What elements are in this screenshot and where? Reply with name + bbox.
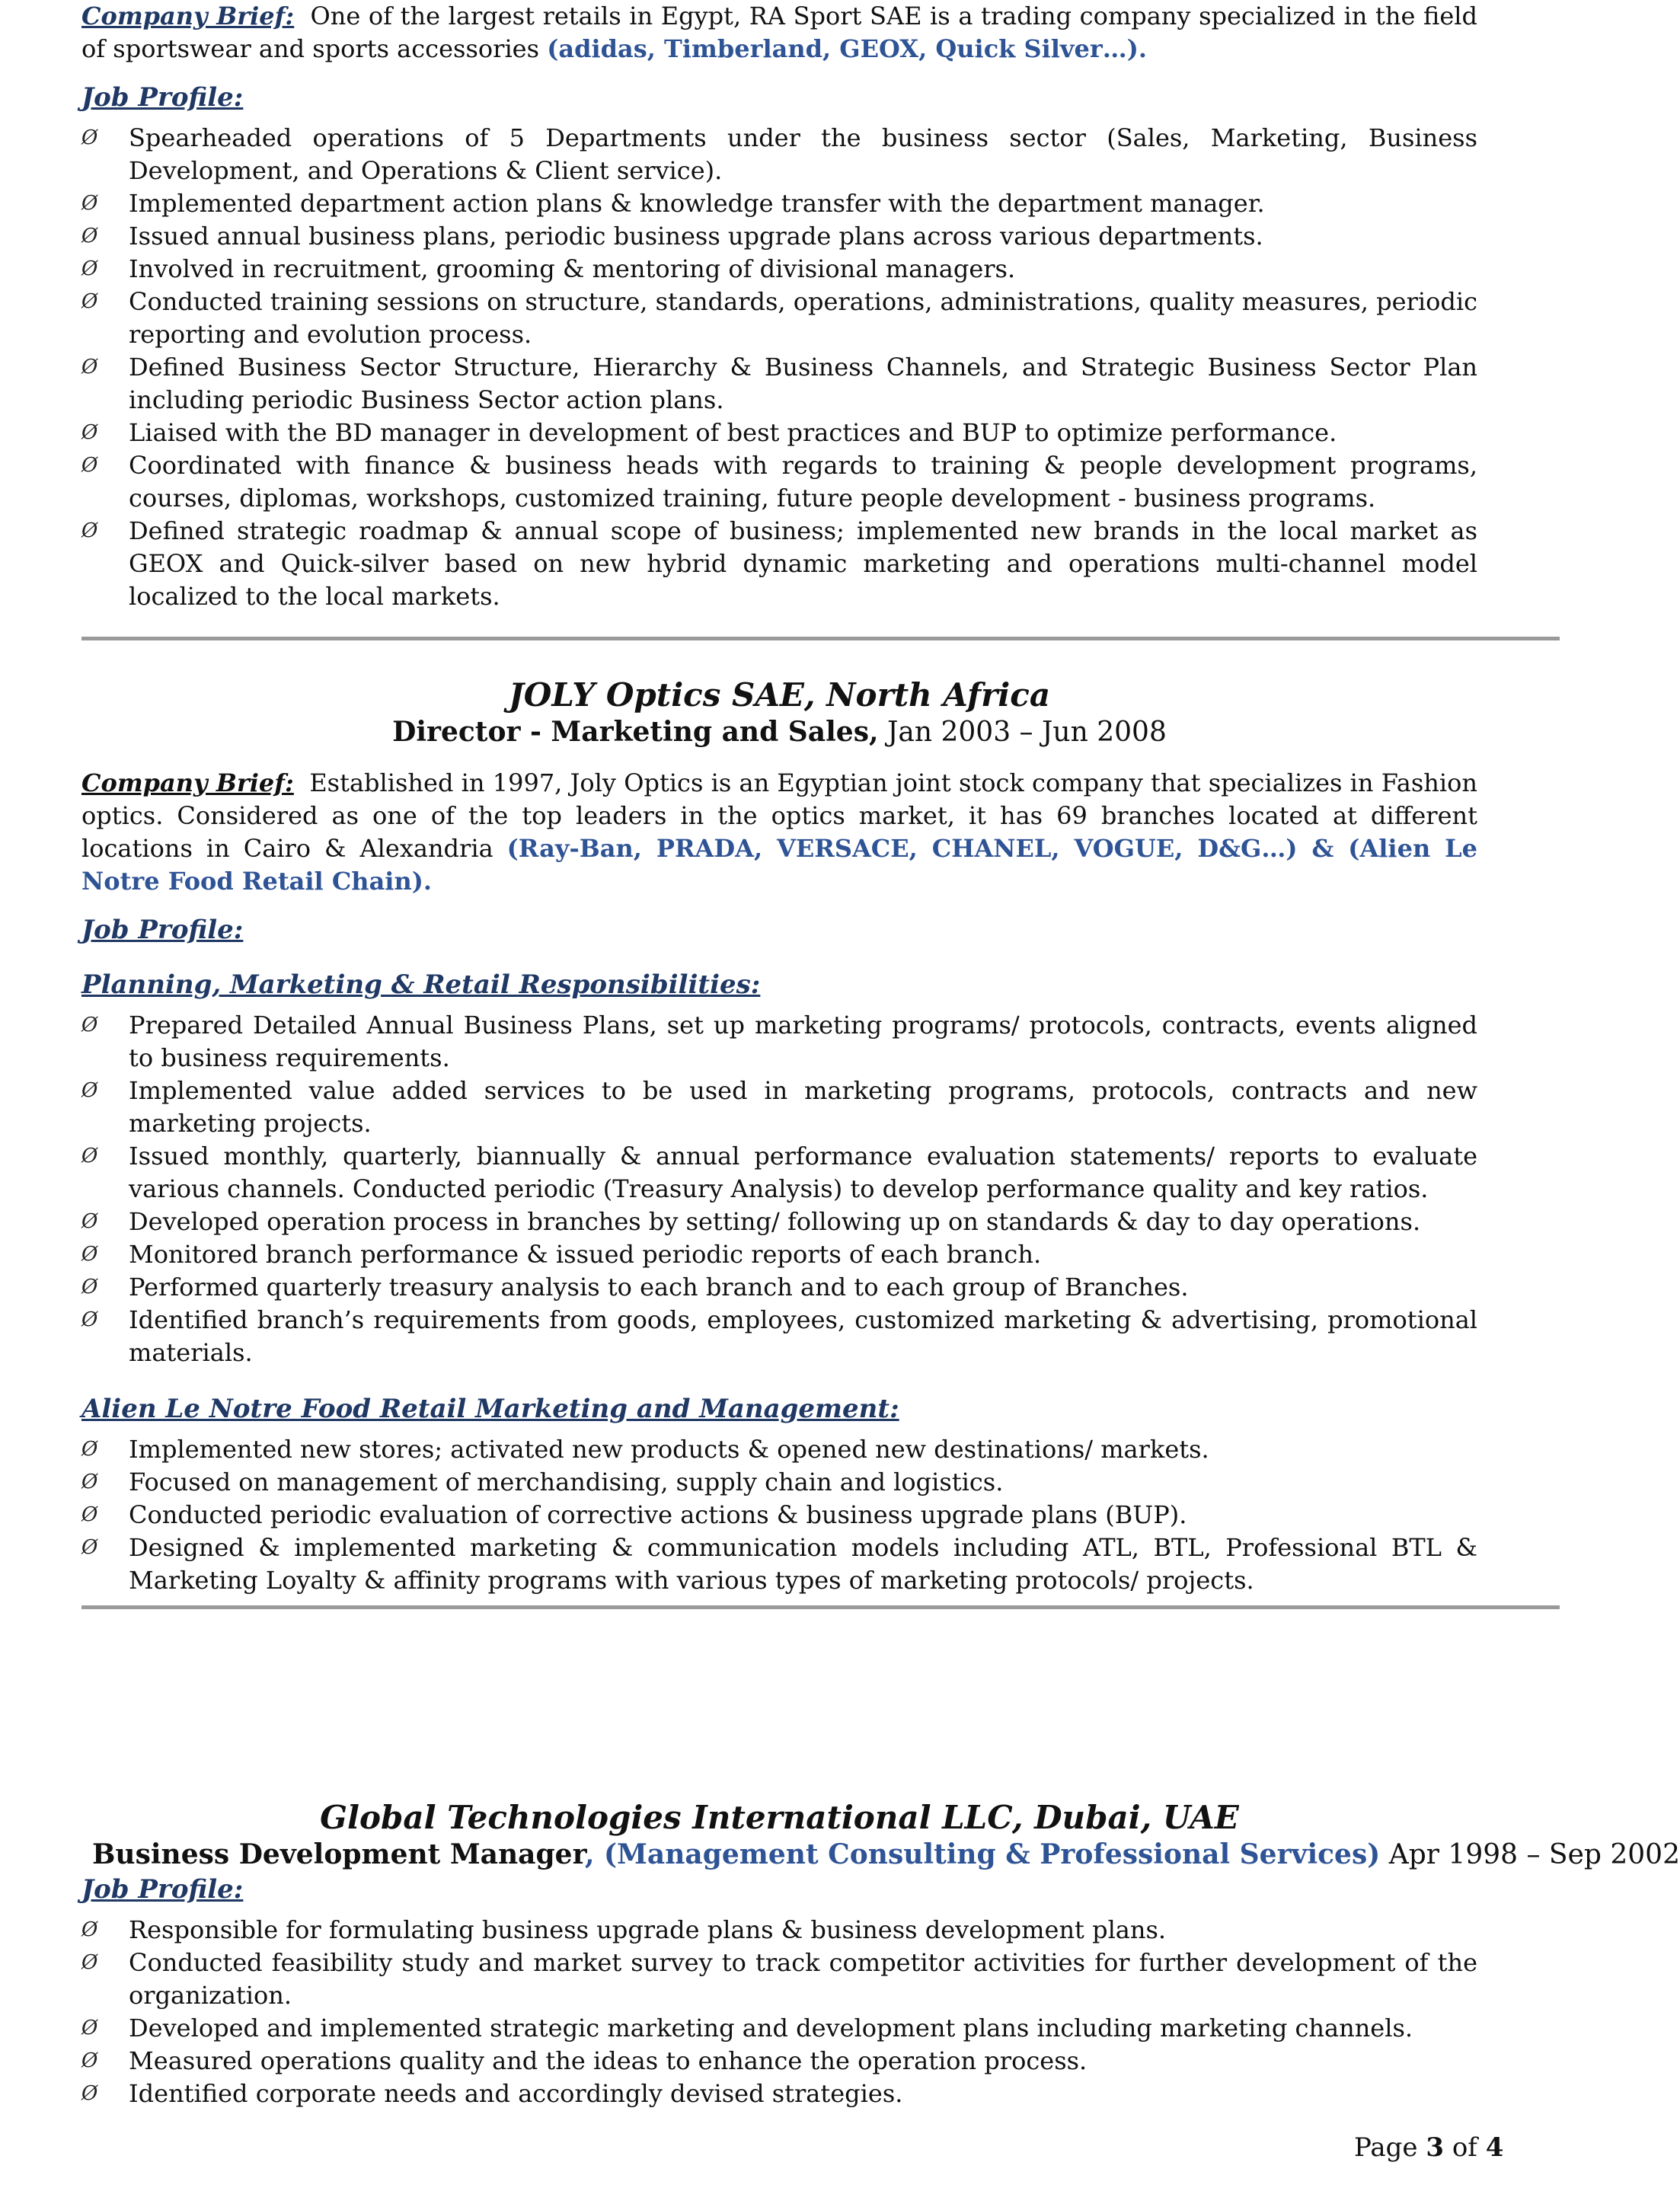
list-item — [81, 1947, 1477, 2012]
list-item — [81, 286, 1477, 351]
planning-list — [81, 1009, 1477, 1369]
list-item-text: Prepared Detailed Annual Business Plans, set up marketing programs/ protocols, contracts, events aligned to business requirements. — [129, 1011, 1477, 1072]
bullet-icon: Ø — [81, 192, 98, 215]
list-item-text: Implemented new stores; activated new products & opened new destinations/ markets. — [129, 1435, 1209, 1464]
page-total: 4 — [1485, 2132, 1504, 2163]
list-item-text: Conducted periodic evaluation of corrective actions & business upgrade plans (BUP). — [129, 1500, 1187, 1529]
role-sector: , (Management Consulting & Professional Services) — [584, 1838, 1381, 1870]
list-item-text: Defined Business Sector Structure, Hierarchy & Business Channels, and Strategic Business Sector Plan including periodic Business Sector action plans. — [129, 353, 1477, 414]
list-item-text: Developed operation process in branches by setting/ following up on standards & day to day operations. — [129, 1207, 1421, 1236]
list-item-text: Issued monthly, quarterly, biannually & annual performance evaluation statements/ reports to evaluate various channels. Conducted periodic (Treasury Analysis) to develop performance quality and key ratios. — [129, 1142, 1477, 1203]
list-item — [81, 1499, 1477, 1531]
alien-list — [81, 1433, 1477, 1597]
section-divider — [81, 1605, 1560, 1609]
list-item-text: Identified branch’s requirements from goods, employees, customized marketing & advertising, promotional materials. — [129, 1305, 1477, 1367]
list-item — [81, 1433, 1477, 1466]
list-item — [81, 1075, 1477, 1140]
list-item — [81, 1009, 1477, 1075]
role-dates: Jan 2003 – Jun 2008 — [886, 717, 1167, 748]
bullet-icon: Ø — [81, 1276, 98, 1298]
bullet-icon: Ø — [81, 519, 98, 542]
bullet-icon: Ø — [81, 356, 98, 378]
company-brief-brands: (Ray-Ban, PRADA, VERSACE, CHANEL, VOGUE, D&G…) & (Alien Le Notre Food Retail Chain). — [81, 834, 1478, 896]
list-item-text: Coordinated with finance & business heads with regards to training & people development programs, courses, diplomas, workshops, customized training, future people development - business programs. — [129, 451, 1477, 513]
list-item — [81, 253, 1477, 286]
bullet-icon: Ø — [81, 454, 98, 477]
bullet-icon: Ø — [81, 1503, 98, 1526]
bullet-icon: Ø — [81, 1079, 98, 1102]
list-item — [81, 1140, 1477, 1206]
page-current: 3 — [1426, 2132, 1444, 2163]
list-item — [81, 122, 1477, 187]
role-title: Director - Marketing and Sales, — [392, 716, 879, 748]
list-item-text: Focused on management of merchandising, supply chain and logistics. — [129, 1468, 1004, 1496]
list-item — [81, 417, 1477, 449]
bullet-icon: Ø — [81, 1014, 98, 1036]
bullet-icon: Ø — [81, 1438, 98, 1461]
company-brief-brands: (adidas, Timberland, GEOX, Quick Silver…). — [547, 34, 1147, 63]
company-brief — [81, 767, 1477, 898]
company-brief — [81, 0, 1477, 65]
list-item-text: Identified corporate needs and accordingly devised strategies. — [129, 2079, 903, 2108]
bullet-icon: Ø — [81, 1308, 98, 1331]
job-profile-label: Job Profile: — [81, 1874, 244, 1905]
bullet-icon: Ø — [81, 2082, 98, 2105]
list-item-text: Conducted feasibility study and market survey to track competitor activities for further development of the organization. — [129, 1948, 1477, 2010]
list-item — [81, 1271, 1477, 1304]
page-number — [1354, 2132, 1503, 2163]
list-item — [81, 2045, 1477, 2078]
list-item — [81, 351, 1477, 417]
list-item-text: Performed quarterly treasury analysis to each branch and to each group of Branches. — [129, 1273, 1189, 1302]
bullet-icon: Ø — [81, 2049, 98, 2072]
list-item — [81, 1304, 1477, 1369]
company-brief-label: Company Brief: — [81, 2, 295, 30]
list-item — [81, 2078, 1477, 2110]
company-brief-text: Established in 1997, Joly Optics is an Egyptian joint stock company that specializes in Fashion optics. Considered as one of the top leaders in the optics market, it has 69 branches located at different locations in Cairo & Alexandria — [81, 768, 1478, 863]
bullet-icon: Ø — [81, 421, 98, 444]
bullet-icon: Ø — [81, 1951, 98, 1974]
list-item-text: Developed and implemented strategic marketing and development plans including marketing channels. — [129, 2014, 1413, 2043]
job-profile-label: Job Profile: — [81, 915, 244, 945]
bullet-icon: Ø — [81, 2017, 98, 2039]
list-item-text: Implemented value added services to be used in marketing programs, protocols, contracts and new marketing projects. — [129, 1076, 1477, 1138]
of-word: of — [1452, 2132, 1477, 2163]
list-item-text: Conducted training sessions on structure, standards, operations, administrations, quality measures, periodic reporting and evolution process. — [129, 287, 1477, 349]
company-brief-text: One of the largest retails in Egypt, RA Sport SAE is a trading company specialized in the field of sportswear and sports accessories — [81, 2, 1478, 63]
section-divider — [81, 637, 1560, 640]
list-item — [81, 1238, 1477, 1271]
job-profile-list — [81, 122, 1477, 613]
list-item-text: Liaised with the BD manager in development of best practices and BUP to optimize performance. — [129, 418, 1337, 447]
bullet-icon: Ø — [81, 1145, 98, 1167]
list-item — [81, 1466, 1477, 1499]
bullet-icon: Ø — [81, 1536, 98, 1559]
bullet-icon: Ø — [81, 126, 98, 149]
bullet-icon: Ø — [81, 225, 98, 248]
list-item-text: Designed & implemented marketing & communication models including ATL, BTL, Professional BTL & Marketing Loyalty & affinity programs with various types of marketing protocols/ projects. — [129, 1533, 1477, 1595]
list-item-text: Implemented department action plans & knowledge transfer with the department manager. — [129, 189, 1265, 218]
section-joly-optics — [81, 676, 1477, 1597]
bullet-icon: Ø — [81, 1210, 98, 1233]
list-item-text: Defined strategic roadmap & annual scope of business; implemented new brands in the local market as GEOX and Quick-silver based on new hybrid dynamic marketing and operations multi-channel model localized to the local markets. — [129, 516, 1477, 611]
role-dates: Apr 1998 – Sep 2002 — [1388, 1839, 1680, 1870]
bullet-icon: Ø — [81, 290, 98, 313]
page-word: Page — [1354, 2132, 1418, 2163]
list-item-text: Spearheaded operations of 5 Departments under the business sector (Sales, Marketing, Business Development, and Operations & Client service). — [129, 123, 1477, 185]
list-item — [81, 2012, 1477, 2045]
list-item-text: Issued annual business plans, periodic business upgrade plans across various departments. — [129, 222, 1263, 251]
job-profile-list — [81, 1914, 1477, 2110]
list-item-text: Monitored branch performance & issued periodic reports of each branch. — [129, 1240, 1042, 1269]
subsection-planning-label: Planning, Marketing & Retail Responsibilities: — [81, 969, 761, 1000]
list-item — [81, 220, 1477, 253]
bullet-icon: Ø — [81, 257, 98, 280]
list-item — [81, 1914, 1477, 1947]
role-line — [81, 714, 1477, 750]
bullet-icon: Ø — [81, 1918, 98, 1941]
company-name: Global Technologies International LLC, Dubai, UAE — [320, 1799, 1239, 1836]
bullet-icon: Ø — [81, 1243, 98, 1266]
list-item — [81, 187, 1477, 220]
list-item — [81, 515, 1477, 613]
list-item-text: Involved in recruitment, grooming & mentoring of divisional managers. — [129, 254, 1016, 283]
list-item — [81, 449, 1477, 515]
role-line — [81, 1837, 1680, 1873]
subsection-alien-label: Alien Le Notre Food Retail Marketing and Management: — [81, 1394, 899, 1424]
job-profile-label: Job Profile: — [81, 82, 244, 113]
company-name: JOLY Optics SAE, North Africa — [508, 676, 1051, 714]
bullet-icon: Ø — [81, 1471, 98, 1493]
list-item-text: Responsible for formulating business upgrade plans & business development plans. — [129, 1915, 1167, 1944]
section-global-technologies — [81, 1799, 1680, 2110]
list-item — [81, 1206, 1477, 1238]
section-ra-sport — [81, 0, 1477, 613]
role-title: Business Development Manager — [92, 1838, 585, 1870]
list-item — [81, 1531, 1477, 1597]
company-brief-label: Company Brief: — [81, 768, 294, 797]
list-item-text: Measured operations quality and the ideas to enhance the operation process. — [129, 2046, 1088, 2075]
